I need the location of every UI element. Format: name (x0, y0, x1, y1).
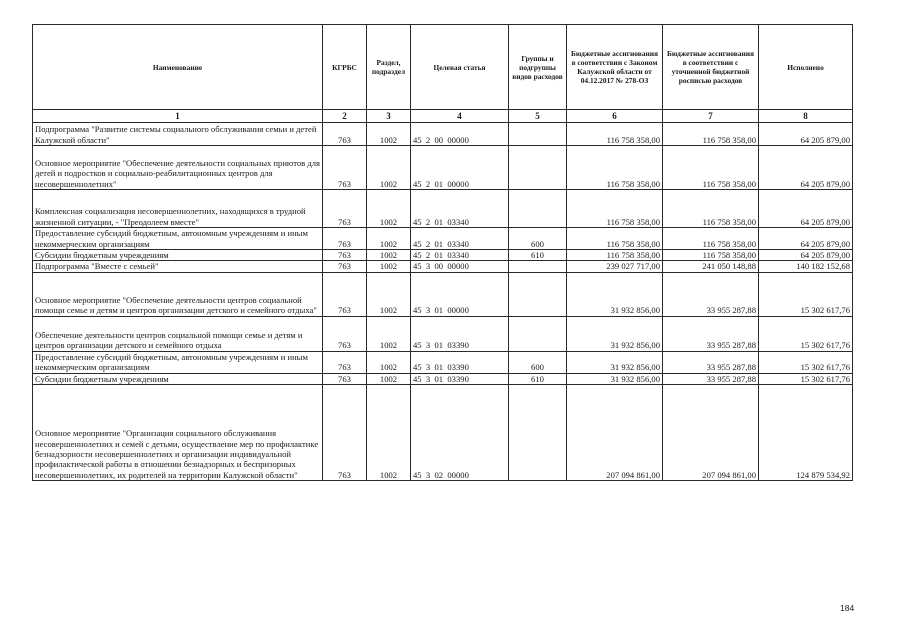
row-name: Подпрограмма "Развитие системы социального обслуживания семьи и детей Калужской области" (33, 123, 323, 146)
row-target: 45 3 01 00000 (411, 272, 509, 316)
row-name: Субсидии бюджетным учреждениям (33, 373, 323, 384)
column-number-row (33, 110, 853, 123)
row-kgrbs: 763 (323, 250, 367, 261)
row-section: 1002 (367, 272, 411, 316)
header-executed: Исполнено (759, 25, 853, 110)
row-executed: 140 182 152,68 (759, 261, 853, 272)
row-refined: 33 955 287,88 (663, 272, 759, 316)
row-refined: 207 094 861,00 (663, 385, 759, 481)
column-number: 7 (663, 110, 759, 123)
row-refined: 116 758 358,00 (663, 250, 759, 261)
row-law: 31 932 856,00 (567, 351, 663, 373)
row-kgrbs: 763 (323, 373, 367, 384)
column-number: 6 (567, 110, 663, 123)
row-group (509, 316, 567, 351)
column-number: 4 (411, 110, 509, 123)
row-law: 116 758 358,00 (567, 228, 663, 250)
header-budget-refined: Бюджетные ассигнования в соответствии с уточненной бюджетной росписью расходов (663, 25, 759, 110)
column-number: 1 (33, 110, 323, 123)
page-number: 184 (840, 603, 855, 613)
table-row (33, 272, 853, 316)
header-kgrbs: КГРБС (323, 25, 367, 110)
table-row (33, 385, 853, 481)
row-kgrbs: 763 (323, 261, 367, 272)
column-number: 3 (367, 110, 411, 123)
row-refined: 33 955 287,88 (663, 351, 759, 373)
row-executed: 64 205 879,00 (759, 250, 853, 261)
table-row (33, 228, 853, 250)
row-law: 31 932 856,00 (567, 373, 663, 384)
row-executed: 64 205 879,00 (759, 146, 853, 190)
row-kgrbs: 763 (323, 228, 367, 250)
table-row (33, 190, 853, 228)
row-name: Основное мероприятие "Организация социального обслуживания несовершеннолетних и семей с детьми, осуществление мер по профилактике безнадзорности несовершеннолетних и организации индивидуальной профилактической работы в отношении безнадзорных и беспризорных несовершеннолетних, их родителей на территории Калужской области" (33, 385, 323, 481)
table-row (33, 146, 853, 190)
row-target: 45 2 01 03340 (411, 250, 509, 261)
row-executed: 64 205 879,00 (759, 190, 853, 228)
row-kgrbs: 763 (323, 123, 367, 146)
row-section: 1002 (367, 123, 411, 146)
row-target: 45 3 00 00000 (411, 261, 509, 272)
row-refined: 116 758 358,00 (663, 123, 759, 146)
table-row (33, 316, 853, 351)
row-law: 116 758 358,00 (567, 123, 663, 146)
row-kgrbs: 763 (323, 190, 367, 228)
row-kgrbs: 763 (323, 385, 367, 481)
row-law: 31 932 856,00 (567, 272, 663, 316)
row-group: 610 (509, 373, 567, 384)
row-name: Комплексная социализация несовершеннолетних, находящихся в трудной жизненной ситуации, - "Преодолеем вместе" (33, 190, 323, 228)
row-target: 45 3 01 03390 (411, 373, 509, 384)
row-section: 1002 (367, 250, 411, 261)
row-executed: 15 302 617,76 (759, 316, 853, 351)
row-executed: 64 205 879,00 (759, 228, 853, 250)
header-target: Целевая статья (411, 25, 509, 110)
row-target: 45 3 01 03390 (411, 316, 509, 351)
row-name: Подпрограмма "Вместе с семьей" (33, 261, 323, 272)
row-group (509, 385, 567, 481)
header-budget-law: Бюджетные ассигнования в соответствии с Законом Калужской области от 04.12.2017 № 278-ОЗ (567, 25, 663, 110)
row-group: 600 (509, 351, 567, 373)
row-law: 207 094 861,00 (567, 385, 663, 481)
row-law: 116 758 358,00 (567, 146, 663, 190)
row-section: 1002 (367, 316, 411, 351)
row-section: 1002 (367, 351, 411, 373)
row-target: 45 2 01 03340 (411, 228, 509, 250)
row-name: Субсидии бюджетным учреждениям (33, 250, 323, 261)
row-refined: 241 050 148,88 (663, 261, 759, 272)
row-refined: 116 758 358,00 (663, 190, 759, 228)
row-section: 1002 (367, 385, 411, 481)
table-row (33, 261, 853, 272)
row-name: Предоставление субсидий бюджетным, автономным учреждениям и иным некоммерческим организациям (33, 228, 323, 250)
row-group (509, 190, 567, 228)
column-number: 5 (509, 110, 567, 123)
row-group (509, 261, 567, 272)
table-row (33, 123, 853, 146)
row-law: 116 758 358,00 (567, 190, 663, 228)
row-law: 31 932 856,00 (567, 316, 663, 351)
row-group (509, 272, 567, 316)
row-executed: 15 302 617,76 (759, 351, 853, 373)
row-section: 1002 (367, 146, 411, 190)
budget-table (32, 24, 853, 481)
row-kgrbs: 763 (323, 146, 367, 190)
column-number: 8 (759, 110, 853, 123)
row-name: Основное мероприятие "Обеспечение деятельности социальных приютов для детей и подростков и социально-реабилитационных центров для несовершеннолетних" (33, 146, 323, 190)
row-group (509, 146, 567, 190)
table-row (33, 351, 853, 373)
header-groups: Группы и подгруппы видов расходов (509, 25, 567, 110)
row-group: 610 (509, 250, 567, 261)
row-executed: 15 302 617,76 (759, 373, 853, 384)
row-target: 45 2 01 03340 (411, 190, 509, 228)
table-row (33, 373, 853, 384)
row-law: 116 758 358,00 (567, 250, 663, 261)
row-executed: 64 205 879,00 (759, 123, 853, 146)
row-kgrbs: 763 (323, 351, 367, 373)
row-group: 600 (509, 228, 567, 250)
row-target: 45 2 01 00000 (411, 146, 509, 190)
row-name: Основное мероприятие "Обеспечение деятельности центров социальной помощи семье и детям и центров организации детского и семейного отдыха" (33, 272, 323, 316)
row-refined: 116 758 358,00 (663, 146, 759, 190)
row-section: 1002 (367, 261, 411, 272)
row-executed: 15 302 617,76 (759, 272, 853, 316)
row-kgrbs: 763 (323, 272, 367, 316)
row-refined: 116 758 358,00 (663, 228, 759, 250)
row-name: Предоставление субсидий бюджетным, автономным учреждениям и иным некоммерческим организациям (33, 351, 323, 373)
row-section: 1002 (367, 190, 411, 228)
table-row (33, 250, 853, 261)
header-name: Наименование (33, 25, 323, 110)
row-law: 239 027 717,00 (567, 261, 663, 272)
row-refined: 33 955 287,88 (663, 316, 759, 351)
header-row (33, 25, 853, 110)
row-kgrbs: 763 (323, 316, 367, 351)
column-number: 2 (323, 110, 367, 123)
row-section: 1002 (367, 228, 411, 250)
row-executed: 124 879 534,92 (759, 385, 853, 481)
row-target: 45 3 02 00000 (411, 385, 509, 481)
row-target: 45 2 00 00000 (411, 123, 509, 146)
row-name: Обеспечение деятельности центров социальной помощи семье и детям и центров организации детского и семейного отдыха (33, 316, 323, 351)
row-target: 45 3 01 03390 (411, 351, 509, 373)
row-group (509, 123, 567, 146)
row-refined: 33 955 287,88 (663, 373, 759, 384)
header-section: Раздел, подраздел (367, 25, 411, 110)
row-section: 1002 (367, 373, 411, 384)
